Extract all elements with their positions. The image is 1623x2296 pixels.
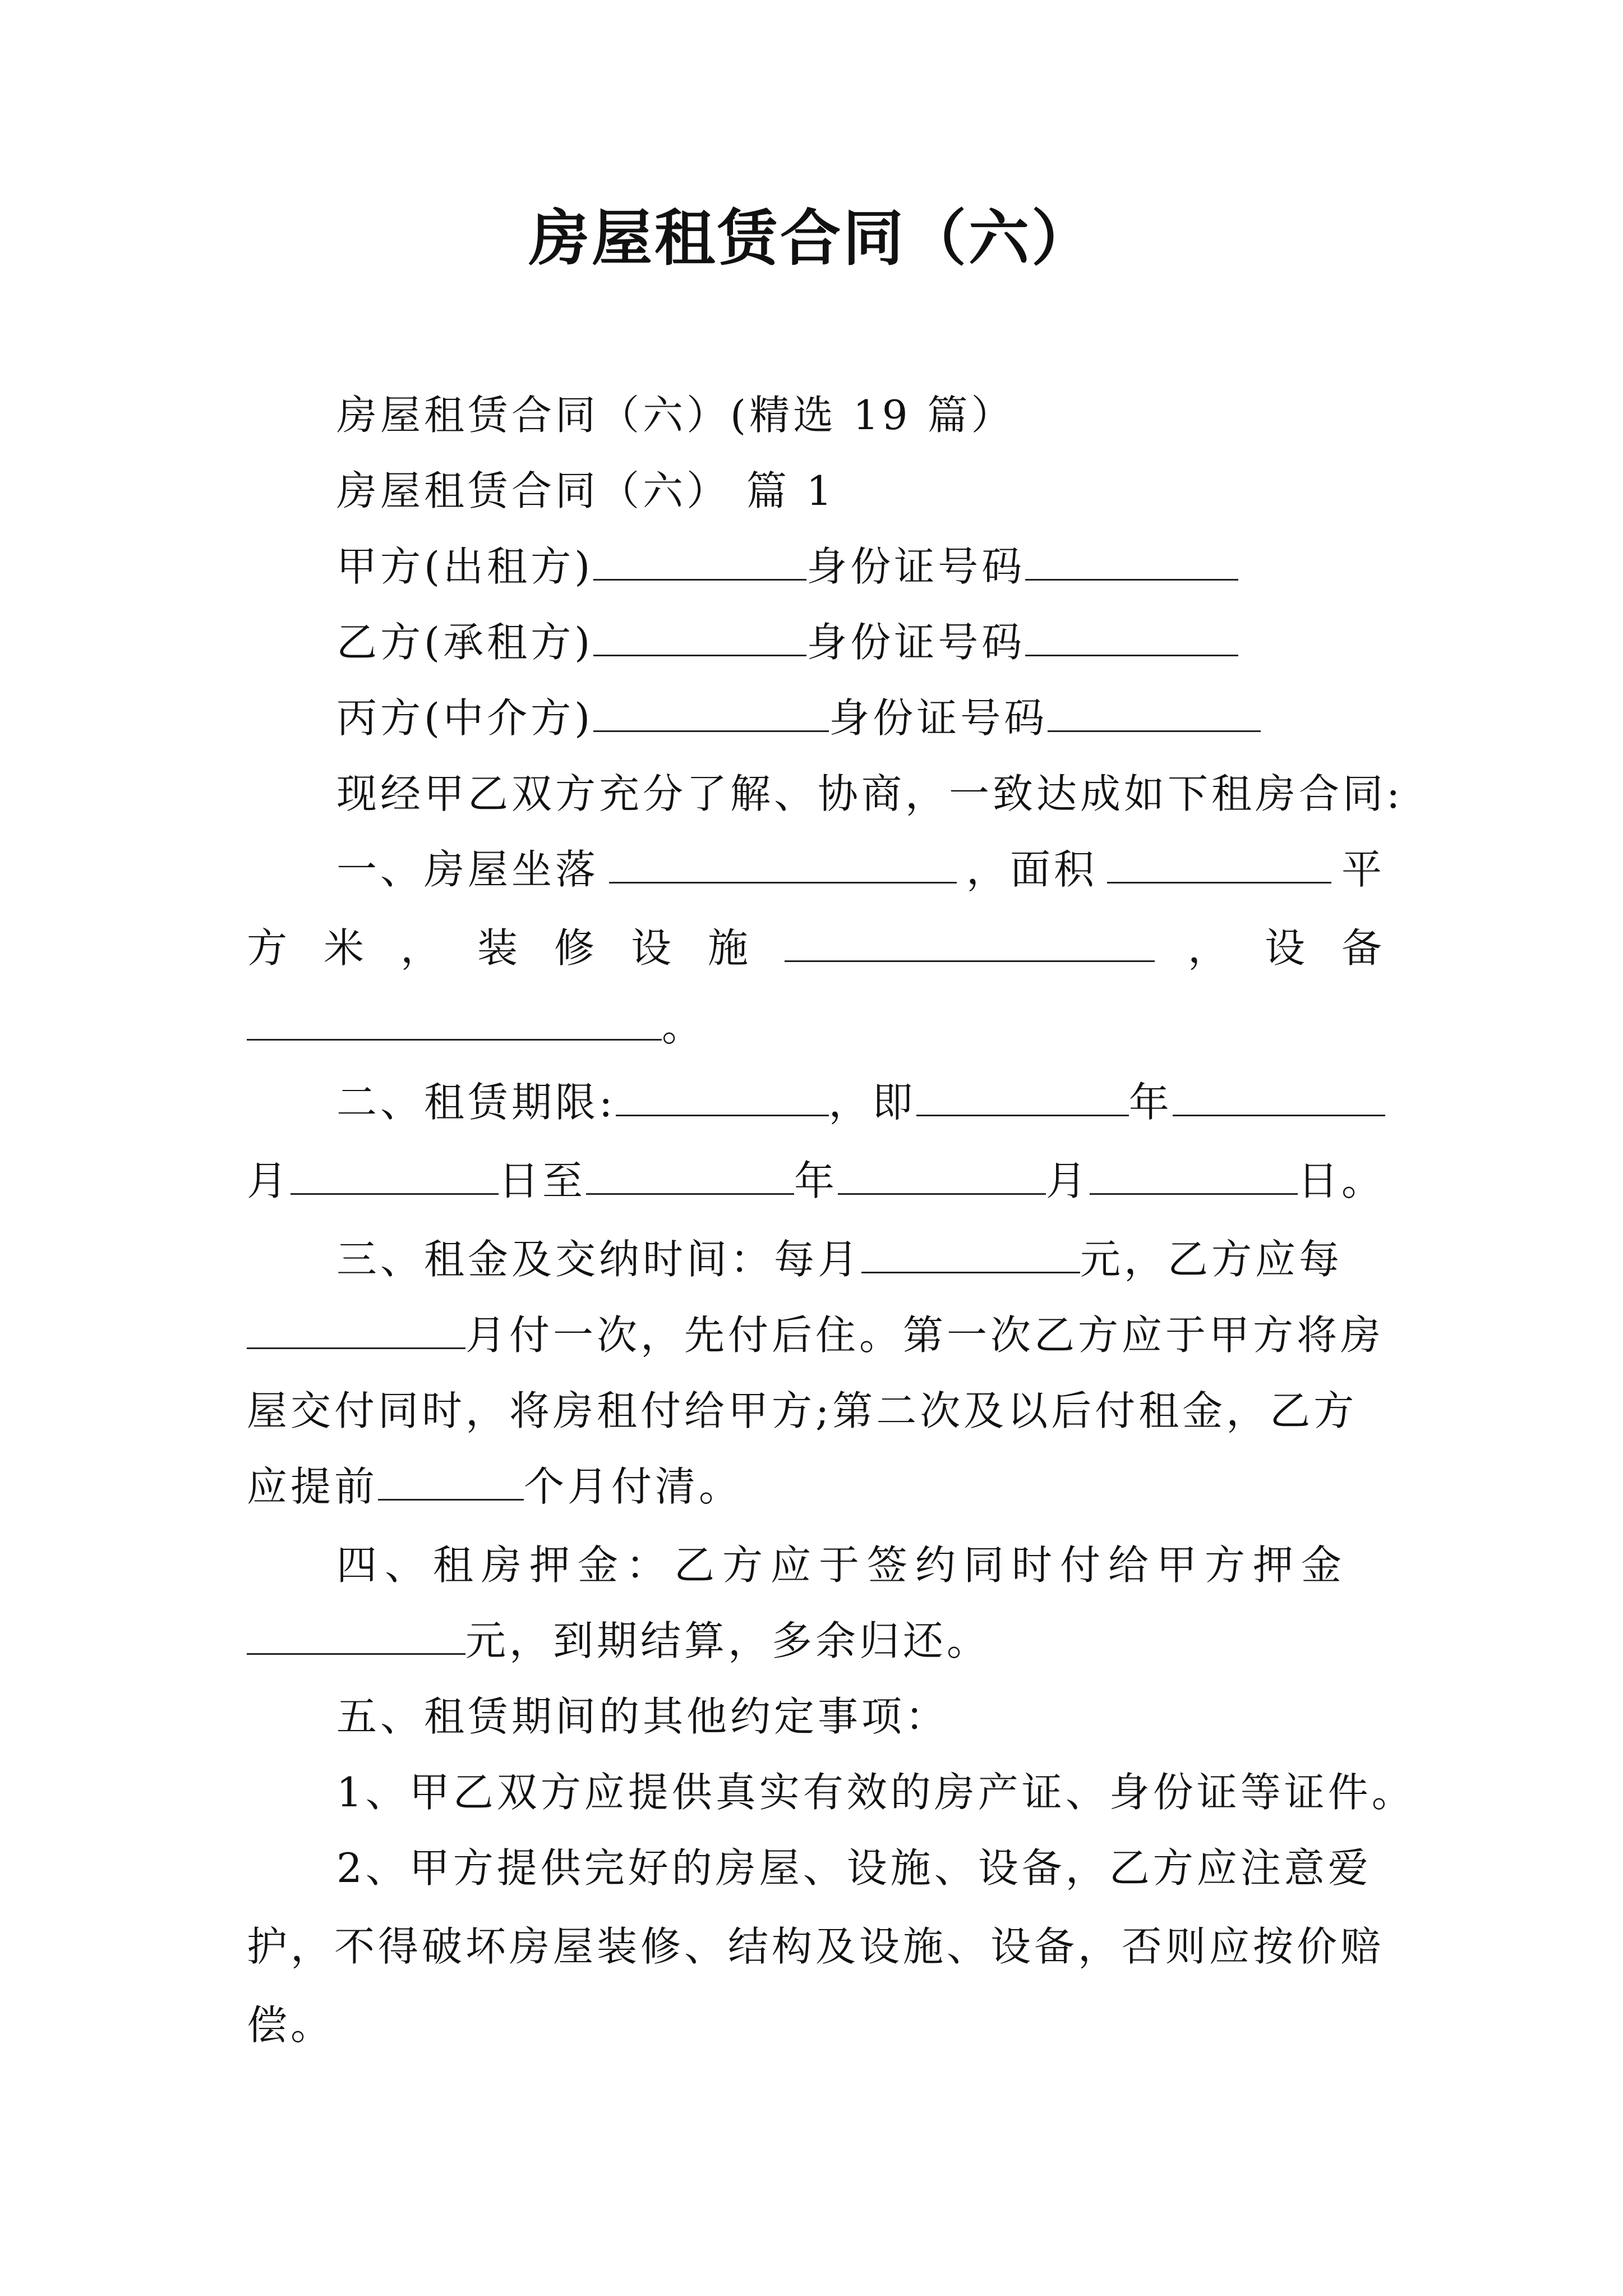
preamble-line	[247, 766, 1404, 822]
clause-5-item-1	[247, 1764, 1415, 1820]
text: 四、租房押金：乙方应于签约同时付给甲方押金	[336, 1542, 1350, 1589]
clause-2-line	[247, 1074, 1385, 1130]
label: 应提前	[247, 1463, 379, 1510]
label: 日。	[1298, 1157, 1386, 1204]
label: 一、房屋坐落	[336, 846, 600, 893]
blank-field[interactable]	[291, 1154, 499, 1195]
char: ，	[400, 924, 445, 972]
blank-field[interactable]	[838, 1154, 1046, 1195]
label: 年	[794, 1157, 838, 1204]
label: ，面积	[966, 846, 1098, 893]
clause-1-line	[247, 841, 1385, 898]
blank-field[interactable]	[1048, 691, 1261, 732]
char: 米	[324, 924, 368, 972]
clause-4-line-2	[247, 1613, 1385, 1669]
clause-3-line	[247, 1231, 1385, 1287]
char: ，	[1187, 924, 1232, 972]
label: 三、租金及交纳时间：每月	[336, 1236, 862, 1283]
text: 1、甲乙双方应提供真实有效的房产证、身份证等证件。	[336, 1769, 1415, 1816]
clause-2-line-2	[247, 1153, 1385, 1209]
label: 年	[1128, 1079, 1173, 1126]
char: 装	[477, 924, 522, 972]
blank-field[interactable]	[785, 921, 1155, 962]
subtitle-line	[247, 387, 1385, 443]
blank-field[interactable]	[1107, 843, 1331, 884]
text: 五、租赁期间的其他约定事项：	[336, 1693, 949, 1740]
clause-3-line-3	[247, 1383, 1385, 1439]
label: 身份证号码	[806, 543, 1026, 590]
blank-field[interactable]	[616, 1075, 828, 1116]
char: 方	[247, 924, 291, 972]
clause-5-item-2-cont	[247, 1918, 1385, 1975]
clause-5-heading	[247, 1688, 1385, 1745]
char: 设	[1264, 924, 1308, 972]
clause-5-item-2-end	[247, 1997, 1385, 2053]
text: 。	[662, 1003, 706, 1050]
text: 元，到期结算，多余归还。	[465, 1617, 991, 1664]
party-a-line	[247, 539, 1385, 595]
text: 房屋租赁合同（六） 篇 1	[336, 467, 836, 514]
blank-field[interactable]	[593, 615, 806, 656]
document-title: 房屋租赁合同（六）	[528, 203, 1094, 274]
blank-field[interactable]	[247, 1614, 465, 1655]
clause-3-line-4	[247, 1458, 1385, 1515]
text: 偿。	[247, 2001, 335, 2049]
label: 月	[247, 1157, 291, 1204]
blank-field[interactable]	[247, 1308, 465, 1349]
char: 修	[554, 924, 598, 972]
blank-field[interactable]	[1173, 1075, 1385, 1116]
blank-field[interactable]	[1025, 540, 1238, 581]
blank-field[interactable]	[593, 540, 806, 581]
blank-field[interactable]	[586, 1154, 794, 1195]
text: 护，不得破坏房屋装修、结构及设施、设备，否则应按价赔	[247, 1923, 1385, 1970]
blank-field[interactable]	[609, 843, 957, 884]
label: 乙方(承租方)	[336, 619, 594, 666]
text: 房屋租赁合同（六）(精选 19 篇）	[336, 392, 1015, 439]
label: 元，乙方应每	[1080, 1236, 1343, 1283]
blank-field[interactable]	[593, 691, 829, 732]
label: 二、租赁期限:	[336, 1079, 616, 1126]
label: 身份证号码	[806, 619, 1026, 666]
clause-5-item-2	[247, 1840, 1385, 1896]
label: 月	[1046, 1157, 1090, 1204]
text: 现经甲乙双方充分了解、协商，一致达成如下租房合同:	[336, 770, 1404, 817]
text: 屋交付同时，将房租付给甲方;第二次及以后付租金，乙方	[247, 1387, 1358, 1434]
party-c-line	[247, 690, 1385, 746]
blank-field[interactable]	[916, 1075, 1129, 1116]
blank-field[interactable]	[378, 1460, 524, 1501]
clause-4-line	[247, 1537, 1385, 1593]
label: 丙方(中介方)	[336, 694, 594, 742]
blank-field[interactable]	[861, 1232, 1080, 1273]
party-b-line	[247, 614, 1385, 670]
label: 身份证号码	[829, 694, 1048, 742]
section-heading	[247, 463, 1385, 519]
label: 甲方(出租方)	[336, 543, 594, 590]
text: 2、甲方提供完好的房屋、设施、设备，乙方应注意爱	[336, 1844, 1372, 1892]
text: 月付一次，先付后住。第一次乙方应于甲方将房	[465, 1312, 1385, 1359]
char: 设	[631, 924, 675, 972]
blank-field[interactable]	[1090, 1154, 1298, 1195]
char: 施	[708, 924, 752, 972]
label: ，即	[828, 1079, 916, 1126]
clause-1-line-3	[247, 999, 1385, 1055]
blank-field[interactable]	[1025, 615, 1238, 656]
clause-3-line-2	[247, 1307, 1385, 1363]
label: 平	[1341, 846, 1385, 893]
label: 日至	[499, 1157, 587, 1204]
clause-1-line-2	[247, 920, 1385, 976]
blank-field[interactable]	[247, 1000, 662, 1041]
label: 个月付清。	[524, 1463, 743, 1510]
char: 备	[1341, 924, 1385, 972]
